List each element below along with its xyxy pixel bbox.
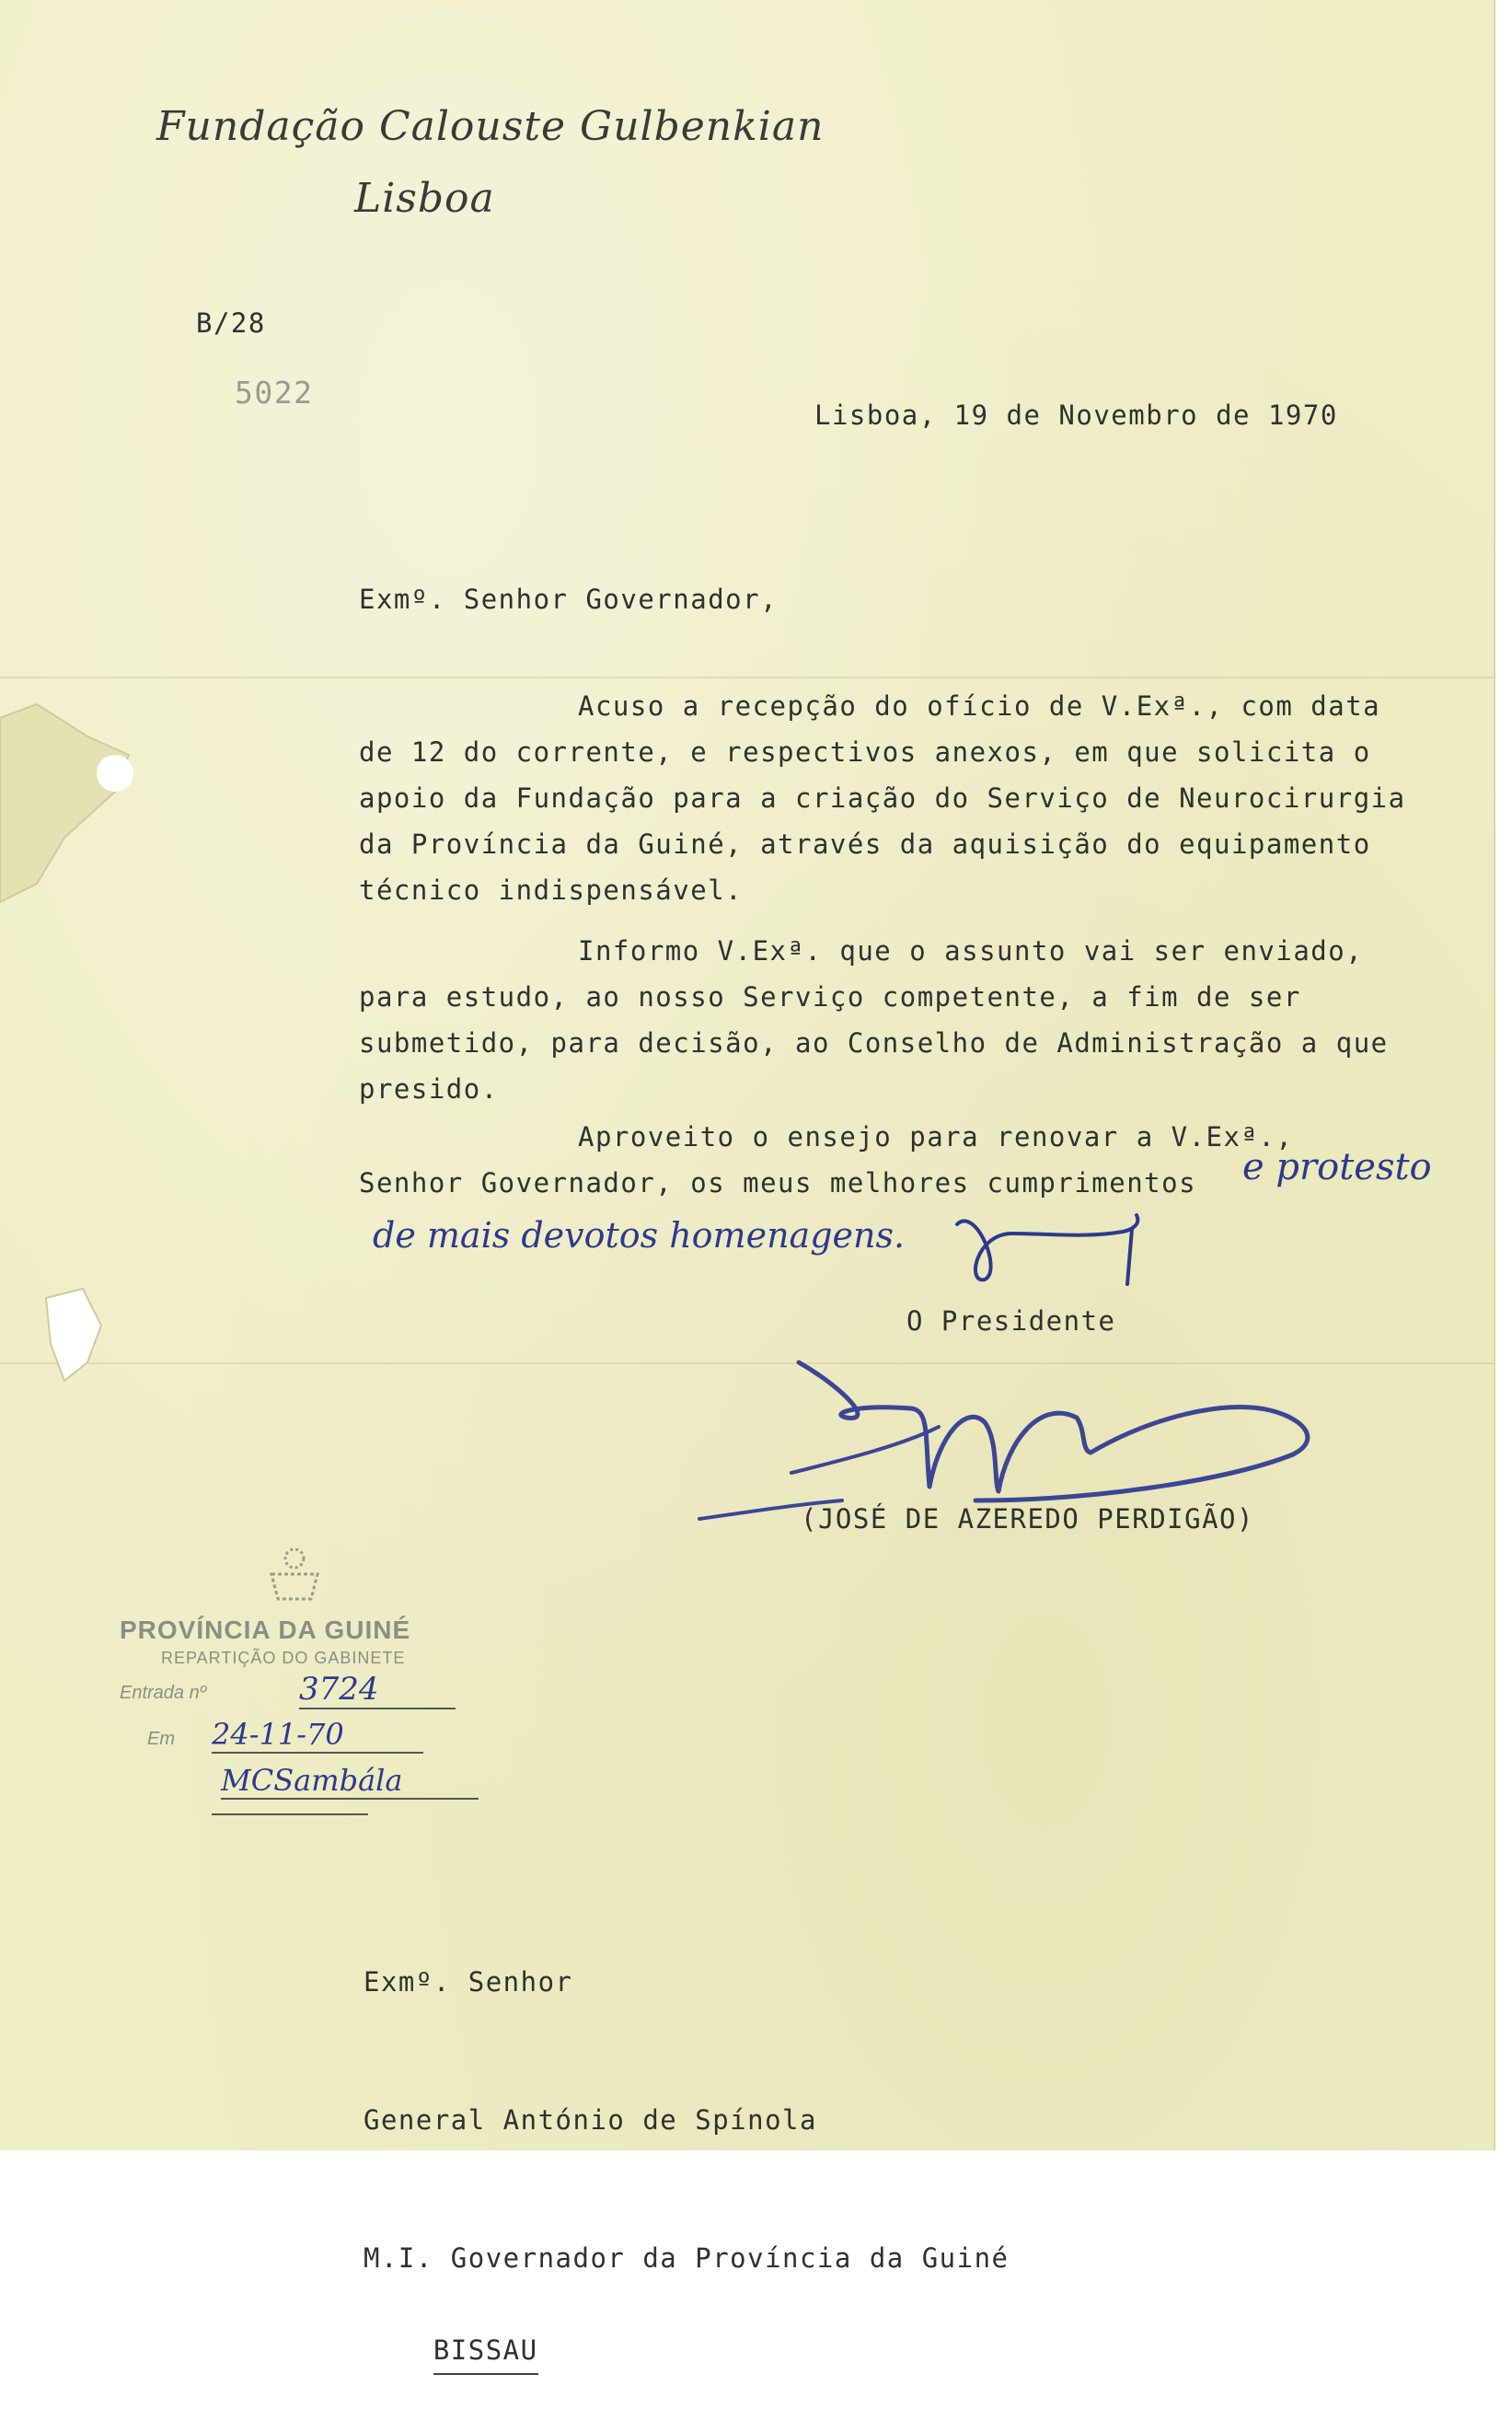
- body-line: Senhor Governador, os meus melhores cumprimentos: [359, 1167, 1197, 1199]
- stamp-initials: MCSambála: [221, 1763, 479, 1800]
- date-line: Lisboa, 19 de Novembro de 1970: [814, 400, 1338, 431]
- stamp-date-value: 24-11-70: [212, 1717, 423, 1754]
- reference-number: 5022: [235, 375, 314, 411]
- addressee-city: BISSAU: [433, 2327, 538, 2375]
- addressee-line-1: Exmº. Senhor: [364, 1966, 573, 1998]
- handwritten-addition-line-1: e protesto: [1242, 1146, 1432, 1188]
- stamp-date-label: Em: [147, 1729, 175, 1749]
- addressee-block: [364, 1867, 1010, 2421]
- stamp-entry-number: 3724: [299, 1671, 456, 1709]
- addressee-line-2: General António de Spínola: [364, 2104, 817, 2136]
- reference-code: B/28: [196, 307, 266, 339]
- received-stamp: [120, 1533, 488, 1836]
- body-line: de 12 do corrente, e respectivos anexos, em que solicita o: [359, 736, 1371, 768]
- body-line: Informo V.Exª. que o assunto vai ser enviado,: [578, 935, 1364, 967]
- body-line: presido.: [359, 1073, 499, 1105]
- body-line: técnico indispensável.: [359, 875, 744, 906]
- closing-name: (JOSÉ DE AZEREDO PERDIGÃO): [801, 1503, 1254, 1535]
- handwritten-initials-icon: [948, 1197, 1150, 1289]
- letterhead-organization: Fundação Calouste Gulbenkian: [156, 103, 825, 150]
- body-line: da Província da Guiné, através da aquisição do equipamento: [359, 828, 1371, 860]
- stamp-entry-label: Entrada nº: [120, 1683, 207, 1703]
- torn-edge-marks: [0, 700, 147, 1399]
- body-line: apoio da Fundação para a criação do Serviço de Neurocirurgia: [359, 782, 1406, 814]
- body-paragraph-2: [359, 928, 1417, 1112]
- closing-title: O Presidente: [906, 1305, 1116, 1337]
- body-line: Aproveito o ensejo para renovar a V.Exª.,: [578, 1121, 1294, 1153]
- letterhead-city: Lisboa: [354, 175, 495, 222]
- signature-icon: [791, 1353, 1316, 1510]
- stamp-line-1: PROVÍNCIA DA GUINÉ: [120, 1616, 411, 1644]
- coat-of-arms-icon: [258, 1542, 331, 1606]
- salutation: Exmº. Senhor Governador,: [359, 584, 779, 615]
- body-line: Acuso a recepção do ofício de V.Exª., com data: [578, 690, 1381, 722]
- stamp-line-2: REPARTIÇÃO DO GABINETE: [161, 1649, 406, 1667]
- body-line: submetido, para decisão, ao Conselho de Administração a que: [359, 1027, 1389, 1059]
- stamp-rule: [212, 1813, 368, 1815]
- addressee-line-3: M.I. Governador da Província da Guiné: [364, 2242, 1010, 2274]
- body-paragraph-1: [359, 683, 1417, 913]
- fold-crease: [0, 677, 1494, 678]
- body-line: para estudo, ao nosso Serviço competente, a fim de ser: [359, 981, 1301, 1013]
- handwritten-addition-line-2: de mais devotos homenagens.: [373, 1215, 906, 1256]
